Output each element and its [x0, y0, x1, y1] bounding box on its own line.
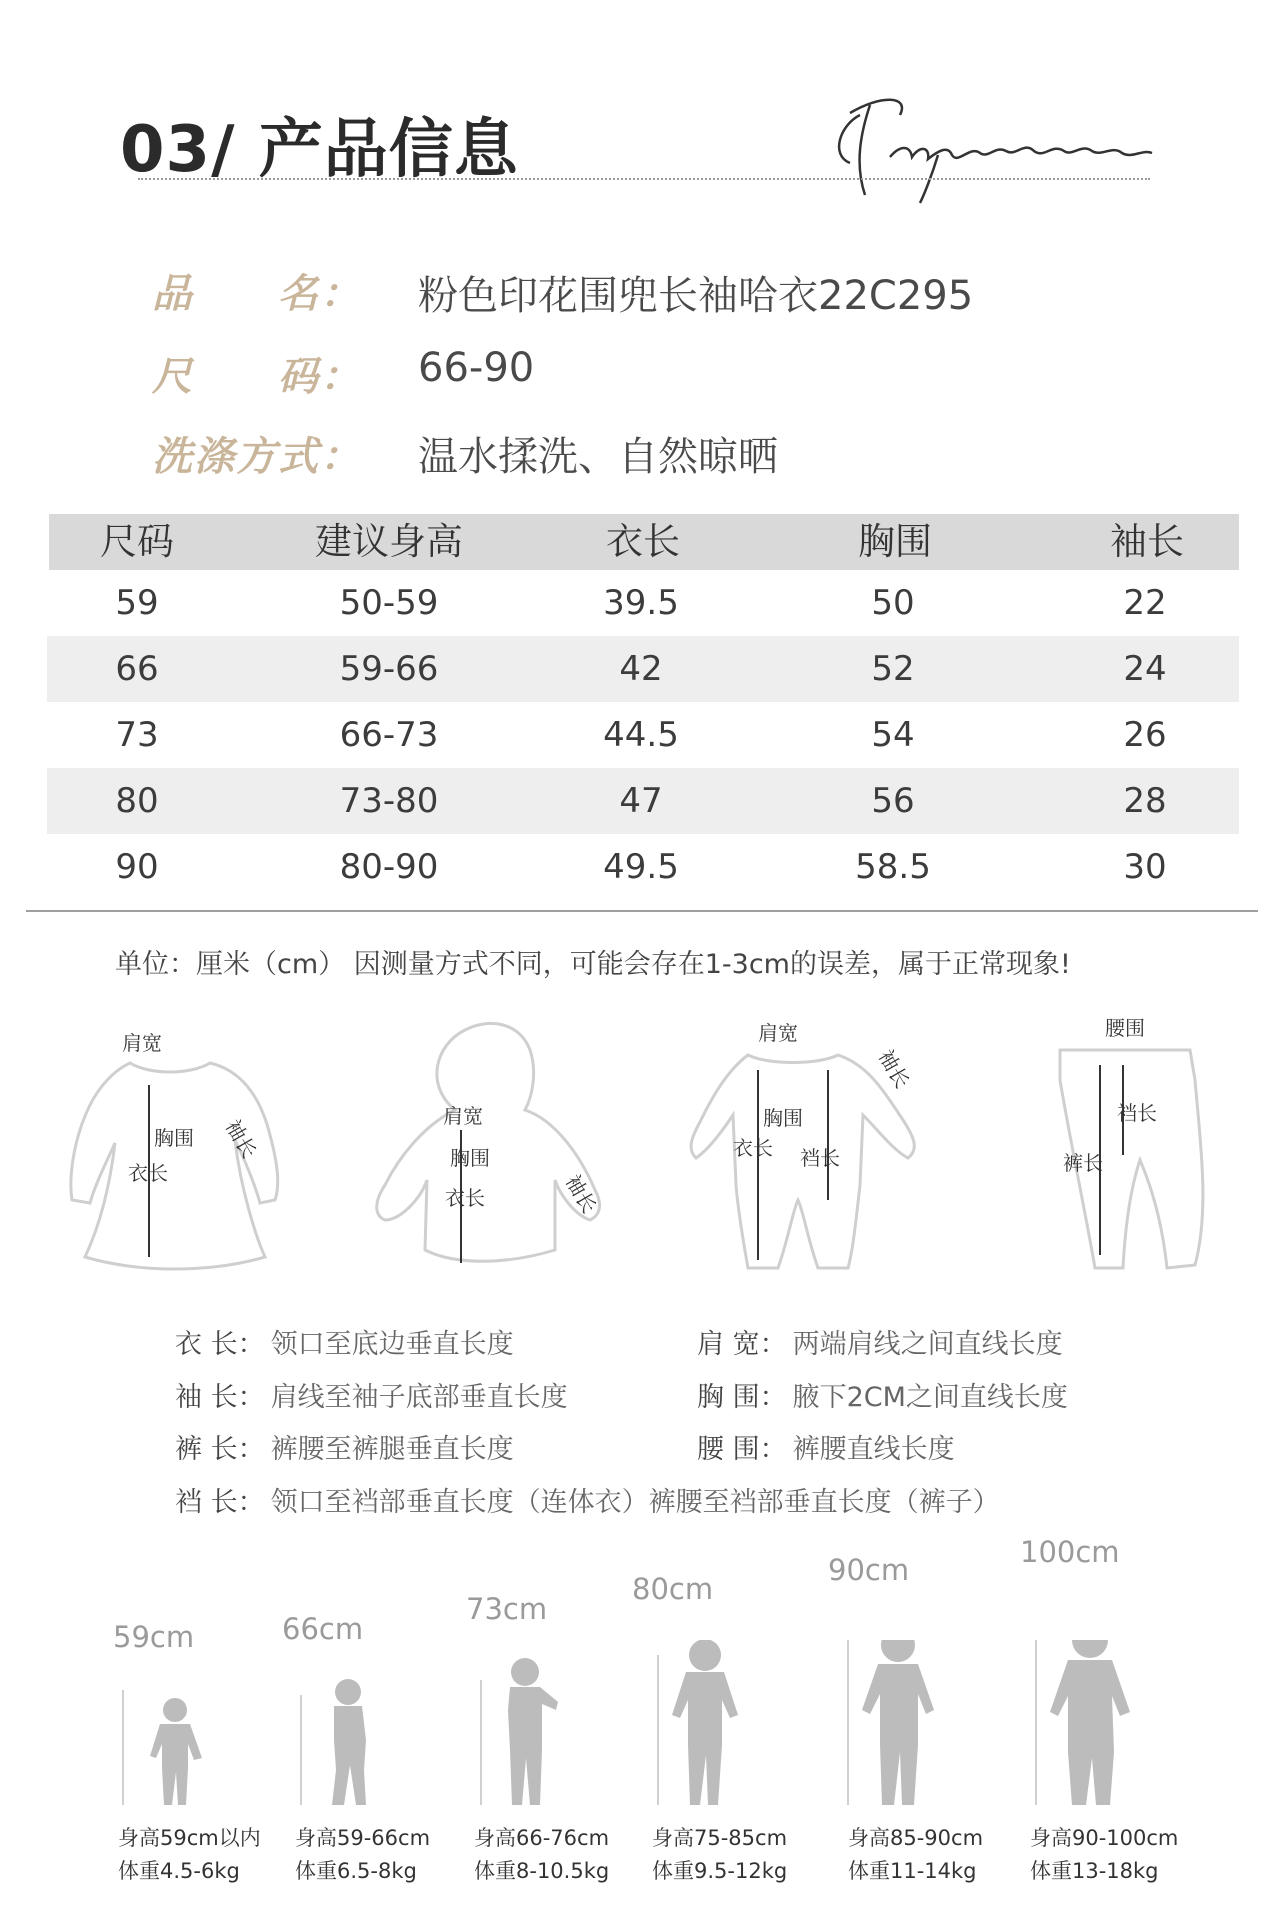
table-row — [47, 636, 1239, 702]
definition-term: 衣 长： — [175, 1329, 265, 1360]
kids-silhouettes — [110, 1640, 1230, 1810]
definition-term: 胸 围： — [697, 1382, 787, 1413]
pants-diagram — [1045, 1010, 1215, 1280]
header-height: 建议身高 — [315, 520, 463, 563]
definition-waist — [697, 1427, 955, 1466]
table-cell: 44.5 — [603, 715, 679, 755]
header-divider — [138, 178, 1150, 180]
table-header-row — [49, 514, 1239, 570]
jacket-shoulder-label: 肩宽 — [443, 1104, 483, 1128]
table-cell: 80-90 — [339, 847, 439, 887]
table-cell: 39.5 — [603, 583, 679, 623]
table-cell: 26 — [1123, 715, 1167, 755]
info-label-size: 尺 码： — [152, 354, 362, 400]
table-row — [47, 834, 1239, 900]
definition-pants-length — [175, 1427, 514, 1466]
kid-caption — [652, 1822, 787, 1888]
table-cell: 58.5 — [855, 847, 931, 887]
romper-diagram — [688, 1010, 968, 1280]
table-cell: 24 — [1123, 649, 1167, 689]
table-bottom-divider — [26, 910, 1258, 912]
page-title: 03/ 产品信息 — [120, 113, 519, 187]
dress-chest-label: 胸围 — [154, 1126, 194, 1150]
kid-caption-weight: 体重6.5-8kg — [295, 1859, 417, 1883]
definition-term: 裤 长： — [175, 1434, 265, 1465]
kid-height-label: 73cm — [466, 1592, 548, 1626]
info-value-name: 粉色印花围兜长袖哈衣22C295 — [418, 273, 974, 319]
table-cell: 22 — [1123, 583, 1167, 623]
kid-caption-weight: 体重11-14kg — [848, 1859, 977, 1883]
definition-term: 腰 围： — [697, 1434, 787, 1465]
table-cell: 90 — [115, 847, 159, 887]
kid-caption — [1030, 1822, 1178, 1888]
table-cell: 66-73 — [339, 715, 439, 755]
info-label-wash: 洗涤方式： — [152, 434, 362, 480]
pants-length-label: 裤长 — [1063, 1151, 1103, 1175]
table-cell: 28 — [1123, 781, 1167, 821]
definition-text: 两端肩线之间直线长度 — [792, 1329, 1063, 1360]
jacket-sleeve-label: 袖长 — [560, 1170, 602, 1218]
kid-height-label: 90cm — [828, 1553, 910, 1587]
kid-caption — [118, 1822, 261, 1888]
table-cell: 59 — [115, 583, 159, 623]
kid-caption-height: 身高59cm以内 — [118, 1826, 261, 1850]
pants-waist-label: 腰围 — [1105, 1016, 1145, 1040]
kid-caption — [848, 1822, 983, 1888]
definition-term: 裆 长： — [175, 1487, 265, 1518]
romper-shoulder-label: 肩宽 — [758, 1021, 798, 1045]
kid-height-label: 59cm — [113, 1620, 195, 1654]
table-cell: 42 — [619, 649, 663, 689]
kid-caption-weight: 体重8-10.5kg — [474, 1859, 610, 1883]
definition-length — [175, 1322, 514, 1361]
definition-text: 领口至裆部垂直长度（连体衣）裤腰至裆部垂直长度（裤子） — [270, 1487, 1000, 1518]
definition-term: 肩 宽： — [697, 1329, 787, 1360]
size-table — [47, 514, 1239, 900]
dress-length-label: 衣长 — [128, 1161, 168, 1185]
kid-caption-weight: 体重4.5-6kg — [118, 1859, 240, 1883]
kid-caption-weight: 体重9.5-12kg — [652, 1859, 788, 1883]
info-value-wash: 温水揉洗、自然晾晒 — [418, 434, 778, 480]
unit-note: 单位：厘米（cm） 因测量方式不同，可能会存在1-3cm的误差，属于正常现象! — [115, 949, 1071, 980]
definition-text: 肩线至袖子底部垂直长度 — [270, 1382, 568, 1413]
definition-sleeve — [175, 1375, 568, 1414]
romper-crotch-label: 裆长 — [800, 1146, 840, 1170]
table-cell: 49.5 — [603, 847, 679, 887]
header-length: 衣长 — [606, 520, 680, 563]
definition-text: 腋下2CM之间直线长度 — [792, 1382, 1068, 1413]
table-cell: 73 — [115, 715, 159, 755]
table-cell: 56 — [871, 781, 915, 821]
table-row — [47, 702, 1239, 768]
table-cell: 47 — [619, 781, 663, 821]
kid-caption-height: 身高90-100cm — [1030, 1826, 1179, 1850]
dress-shoulder-label: 肩宽 — [122, 1031, 162, 1055]
table-cell: 80 — [115, 781, 159, 821]
kid-height-label: 100cm — [1020, 1535, 1120, 1569]
kid-caption-height: 身高59-66cm — [295, 1826, 431, 1850]
definition-shoulder — [697, 1322, 1063, 1361]
jacket-chest-label: 胸围 — [450, 1146, 490, 1170]
table-cell: 30 — [1123, 847, 1167, 887]
jacket-length-label: 衣长 — [445, 1186, 485, 1210]
definition-text: 裤腰至裤腿垂直长度 — [270, 1434, 514, 1465]
definition-crotch — [175, 1480, 1000, 1519]
table-cell: 66 — [115, 649, 159, 689]
romper-sleeve-label: 袖长 — [873, 1045, 915, 1093]
kid-height-label: 80cm — [632, 1572, 714, 1606]
kid-caption-height: 身高66-76cm — [474, 1826, 610, 1850]
jacket-diagram — [365, 1015, 615, 1270]
kid-caption — [474, 1822, 609, 1888]
kid-caption-height: 身高75-85cm — [652, 1826, 788, 1850]
table-cell: 50-59 — [339, 583, 439, 623]
romper-chest-label: 胸围 — [763, 1106, 803, 1130]
table-cell: 52 — [871, 649, 915, 689]
kid-height-label: 66cm — [282, 1612, 364, 1646]
kid-caption — [295, 1822, 430, 1888]
definition-chest — [697, 1375, 1068, 1414]
table-row — [47, 768, 1239, 834]
dress-sleeve-label: 袖长 — [220, 1115, 262, 1163]
definition-term: 袖 长： — [175, 1382, 265, 1413]
information-script-logo — [820, 85, 1160, 205]
header-sleeve: 袖长 — [1110, 520, 1184, 563]
kid-caption-weight: 体重13-18kg — [1030, 1859, 1159, 1883]
header-size: 尺码 — [100, 520, 174, 563]
info-value-size: 66-90 — [418, 345, 535, 391]
dress-diagram — [60, 1025, 290, 1275]
definition-text: 领口至底边垂直长度 — [270, 1329, 514, 1360]
table-cell: 50 — [871, 583, 915, 623]
table-row — [47, 570, 1239, 636]
table-cell: 54 — [871, 715, 915, 755]
pants-crotch-label: 裆长 — [1117, 1101, 1157, 1125]
romper-length-label: 衣长 — [733, 1136, 773, 1160]
info-label-name: 品 名： — [152, 271, 362, 317]
header-chest: 胸围 — [858, 520, 932, 563]
kid-caption-height: 身高85-90cm — [848, 1826, 984, 1850]
table-cell: 73-80 — [339, 781, 439, 821]
definition-text: 裤腰直线长度 — [792, 1434, 955, 1465]
table-cell: 59-66 — [339, 649, 439, 689]
